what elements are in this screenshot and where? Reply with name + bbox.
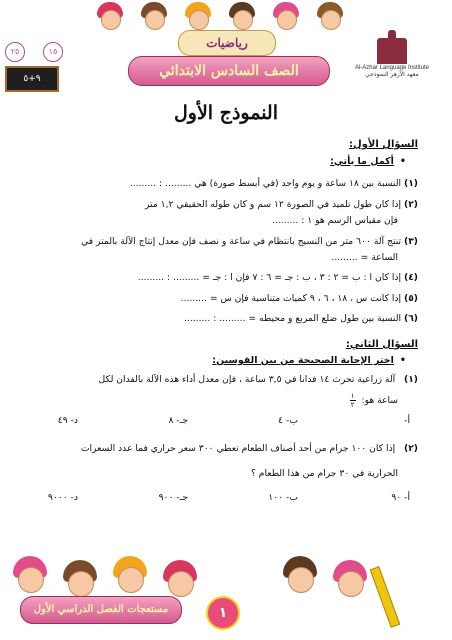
option-b[interactable]: ب- ٤ bbox=[278, 415, 298, 427]
worksheet-content bbox=[18, 130, 418, 506]
number-bubble: ٢٥ bbox=[5, 42, 25, 62]
page-number-badge: ١ bbox=[206, 596, 240, 630]
list-item: الساعة = ......... bbox=[331, 252, 398, 263]
child-illustration-icon bbox=[330, 560, 370, 600]
child-illustration-icon bbox=[110, 556, 150, 596]
child-illustration-icon bbox=[271, 2, 301, 32]
option-d[interactable]: د- ٤٩ bbox=[57, 415, 78, 427]
list-item: (٥) إذا كانت س ، ١٨ ، ٦ ، ٩ كميات متناسبة فإن س = ......... bbox=[180, 292, 418, 304]
fraction: $\frac{١}{٢}$ bbox=[350, 392, 355, 410]
mosque-logo-icon bbox=[377, 38, 407, 64]
page-header bbox=[0, 0, 452, 95]
option-b[interactable]: ب- ١٠٠ bbox=[268, 492, 298, 504]
pencil-icon bbox=[370, 566, 401, 628]
child-illustration-icon bbox=[60, 560, 100, 600]
chalkboard-illustration bbox=[5, 42, 65, 82]
grade-banner: الصف السادس الابتدائي bbox=[128, 56, 330, 86]
list-item: (٤) إذا كان ا : ب = ٢ : ٣ ، ب : جـ = ٦ : ٧ فإن ا : جـ = ......... : ......... bbox=[137, 272, 418, 284]
logo-arabic-name: معهد الأزهر النموذجي bbox=[365, 71, 419, 78]
institute-logo bbox=[352, 38, 432, 84]
header-kids-decoration bbox=[95, 2, 345, 32]
list-item: (٢) إذا كان ١٠٠ جرام من أحد أصناف الطعام تعطي ٣٠٠ سعر حراري فما عدد السعرات bbox=[80, 443, 418, 455]
list-item: (٢) إذا كان طول تلميذ في الصورة ١٢ سم و كان طوله الحقيقي ١,٢ متر bbox=[144, 198, 418, 210]
option-a[interactable]: أ- ٩٠ bbox=[391, 492, 410, 504]
number-bubble: ١٥ bbox=[43, 42, 63, 62]
list-item: (٦) النسبة بين طول ضلع المربع و محيطه = ......... : ......... bbox=[183, 313, 418, 325]
page-title: النموذج الأول bbox=[173, 102, 279, 124]
chalkboard-text: ٩+٥ bbox=[5, 66, 59, 92]
child-illustration-icon bbox=[139, 2, 169, 32]
child-illustration-icon bbox=[280, 556, 320, 596]
child-illustration-icon bbox=[227, 2, 257, 32]
option-d[interactable]: د- ٩٠٠٠ bbox=[47, 492, 78, 504]
child-illustration-icon bbox=[10, 556, 50, 596]
subject-banner: رياضيات bbox=[178, 30, 276, 56]
question-heading: السؤال الأول: bbox=[349, 139, 418, 150]
list-item: ساعة هو: $\frac{١}{٢}$ bbox=[350, 392, 398, 410]
logo-english-name: Al-Azhar Language Institute bbox=[354, 65, 430, 71]
option-c[interactable]: جـ- ٩٠٠ bbox=[158, 492, 188, 504]
list-item: (٣) تنتج آلة ٦٠٠ متر من النسيج بانتظام في ساعة و نصف فإن معدل إنتاج الآلة بالمتر في bbox=[81, 235, 418, 247]
list-item: (١) النسبة بين ١٨ ساعة و يوم واحد (في أبسط صورة) هي ......... : ......... bbox=[129, 178, 418, 190]
page-footer bbox=[0, 556, 452, 640]
list-item: الحرارية في ٣٠ جرام من هذا الطعام ؟ bbox=[250, 467, 398, 479]
list-item: فإن مقياس الرسم هو ١ : ......... bbox=[272, 215, 398, 227]
answer-options bbox=[18, 492, 418, 506]
answer-options bbox=[18, 415, 418, 429]
list-item: (١) آلة زراعية تحرث ١٤ فدانا في ٣,٥ ساعة ، فإن معدل أداء هذه الآلة بالفدان لكل bbox=[98, 374, 418, 385]
option-c[interactable]: جـ- ٨ bbox=[168, 415, 188, 427]
option-a[interactable]: أ- bbox=[404, 415, 410, 427]
child-illustration-icon bbox=[160, 560, 200, 600]
child-illustration-icon bbox=[95, 2, 125, 32]
question-instruction: • اختر الإجابة الصحيحة من بين القوسين: bbox=[18, 355, 406, 368]
footer-banner: مستعجات الفصل الدراسي الأول bbox=[20, 596, 182, 624]
question-heading: السؤال الثاني: bbox=[345, 338, 418, 350]
child-illustration-icon bbox=[315, 2, 345, 32]
question-instruction: • أكمل ما يأتي: bbox=[18, 156, 406, 169]
child-illustration-icon bbox=[183, 2, 213, 32]
